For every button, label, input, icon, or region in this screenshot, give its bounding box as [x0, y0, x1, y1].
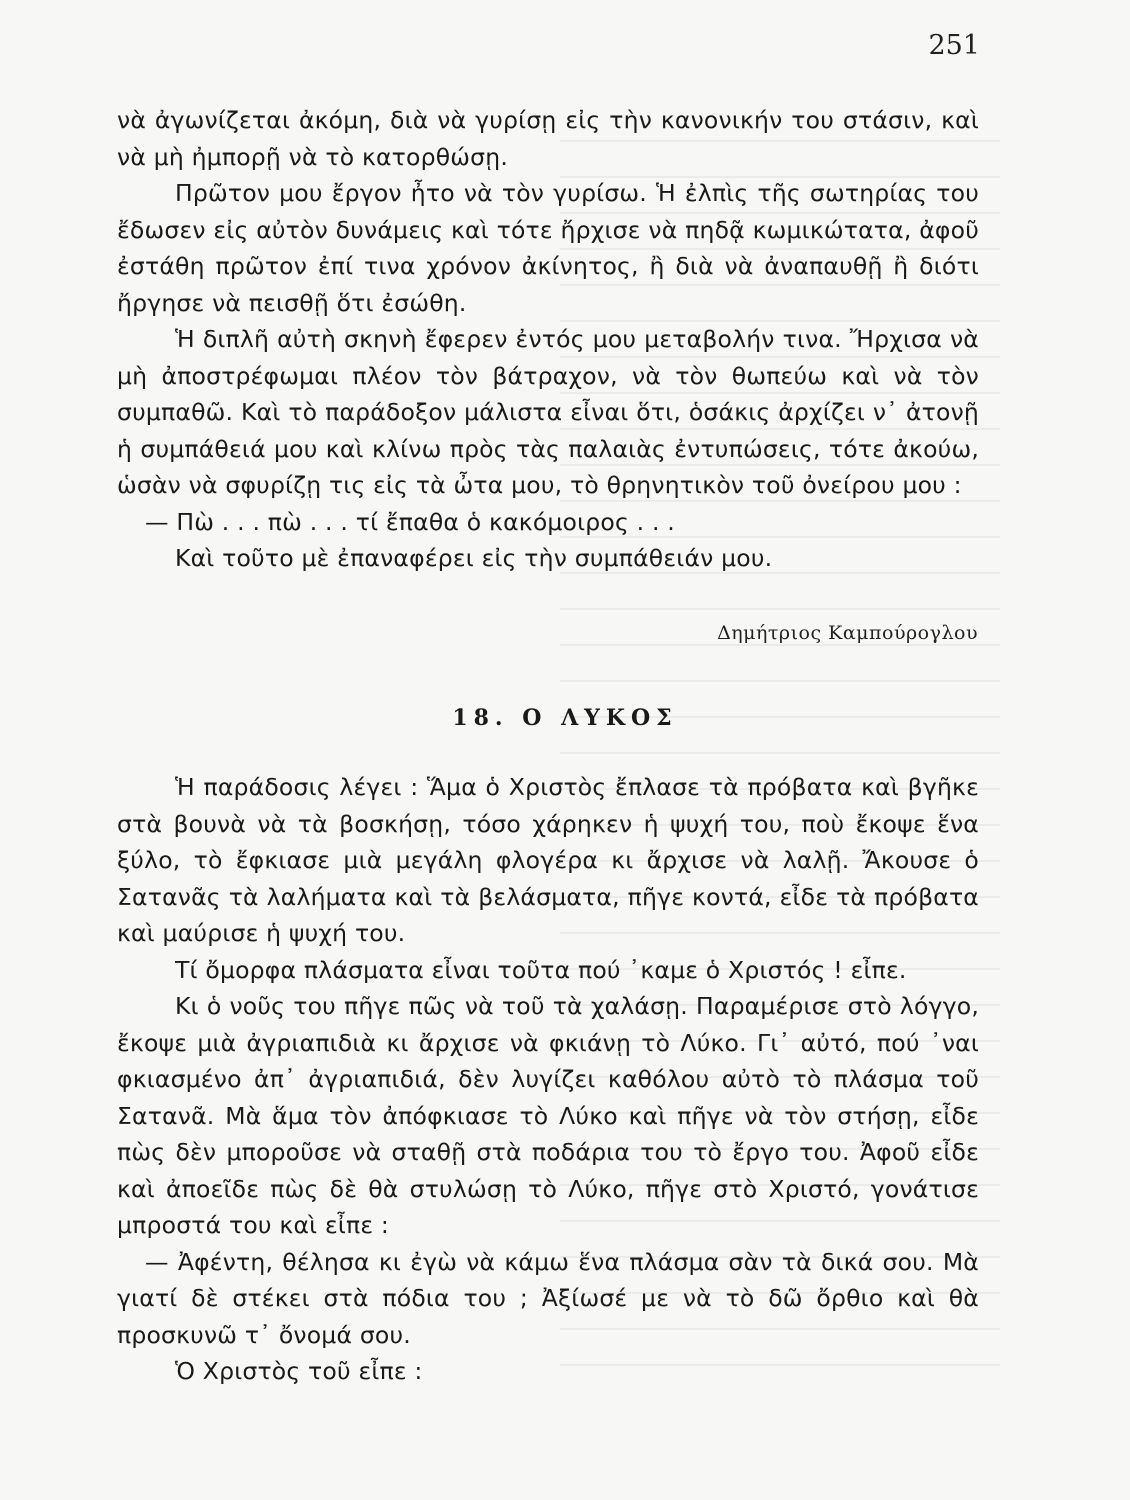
paragraph: Ἡ διπλῆ αὐτὴ σκηνὴ ἔφερεν ἐντός μου μεταβολήν τινα. Ἤρχισα νὰ μὴ ἀποστρέφωμαι πλέον τὸν βάτραχον, νὰ τὸν θωπεύω καὶ νὰ τὸν συμπαθῶ. Καὶ τὸ παράδοξον μάλιστα εἶναι ὅτι, ὁσάκις ἀρχίζει ν᾽ ἀτονῇ ἡ συμπάθειά μου καὶ κλίνω πρὸς τὰς παλαιὰς ἐντυπώσεις, τότε ἀκούω, ὡσὰν νὰ σφυρίζῃ τις εἰς τὰ ὦτα μου, τὸ θρηνητικὸν τοῦ ὀνείρου μου : — [117, 325, 979, 499]
story-ending-text — [117, 102, 979, 577]
paragraph: Κι ὁ νοῦς του πῆγε πῶς νὰ τοῦ τὰ χαλάσῃ. Παραμέρισε στὸ λόγγο, ἔκοψε μιὰ ἀγριαπιδιὰ κι ἄρχισε νὰ φκιάνῃ τὸ Λύκο. Γι᾽ αὐτό, πού ᾽ναι φκιασμένο ἀπ᾽ ἀγριαπιδιά, δὲν λυγίζει καθόλου αὐτὸ τὸ πλάσμα τοῦ Σατανᾶ. Μὰ ἅμα τὸν ἀπόφκιασε τὸ Λύκο καὶ πῆγε νὰ τὸν στήσῃ, εἶδε πὼς δὲν μποροῦσε νὰ σταθῇ στὰ ποδάρια του τὸ ἔργο του. Ἀφοῦ εἶδε καὶ ἀποεῖδε πὼς δὲ θὰ στυλώσῃ τὸ Λύκο, πῆγε στὸ Χριστό, γονάτισε μπροστά του καὶ εἶπε : — [117, 992, 979, 1239]
paragraph: Ἡ παράδοσις λέγει : Ἅμα ὁ Χριστὸς ἔπλασε τὰ πρόβατα καὶ βγῆκε στὰ βουνὰ νὰ τὰ βοσκήσῃ, τόσο χάρηκεν ἡ ψυχή του, ποὺ ἔκοψε ἕνα ξύλο, τὸ ἔφκιασε μιὰ μεγάλη φλογέρα κι ἄρχισε νὰ λαλῇ. Ἄκουσε ὁ Σατανᾶς τὰ λαλήματα καὶ τὰ βελάσματα, πῆγε κοντά, εἶδε τὰ πρόβατα καὶ μαύρισε ἡ ψυχή του. — [117, 773, 979, 947]
chapter-text — [117, 769, 979, 1390]
paragraph: Ὁ Χριστὸς τοῦ εἶπε : — [175, 1357, 423, 1385]
paragraph: Καὶ τοῦτο μὲ ἐπαναφέρει εἰς τὴν συμπάθειάν μου. — [175, 544, 773, 572]
paragraph: Πρῶτον μου ἔργον ἦτο νὰ τὸν γυρίσω. Ἡ ἐλπὶς τῆς σωτηρίας του ἔδωσεν εἰς αὐτὸν δυνάμεις καὶ τότε ἤρχισε νὰ πηδᾷ κωμικώτατα, ἀφοῦ ἐστάθη πρῶτον ἐπί τινα χρόνον ἀκίνητος, ἢ διὰ νὰ ἀναπαυθῇ ἢ διότι ἤργησε νὰ πεισθῇ ὅτι ἐσώθη. — [117, 179, 979, 317]
author-signature: Δημήτριος Καμπούρογλου — [717, 622, 978, 644]
paragraph-continuation: νὰ ἀγωνίζεται ἀκόμη, διὰ νὰ γυρίσῃ εἰς τὴν κανονικήν του στάσιν, καὶ νὰ μὴ ἠμπορῇ νὰ τὸ κατορθώσῃ. — [117, 106, 979, 171]
chapter-heading: 18. Ο ΛΥΚΟΣ — [452, 705, 678, 731]
paragraph: Τί ὄμορφα πλάσματα εἶναι τοῦτα πού ᾽καμε ὁ Χριστός ! εἶπε. — [175, 955, 907, 984]
dialogue-line: — Πὼ . . . πὼ . . . τί ἔπαθα ὁ κακόμοιρος . . . — [145, 507, 675, 536]
page-number: 251 — [928, 30, 980, 61]
dialogue-line: — Ἀφέντη, θέλησα κι ἐγὼ νὰ κάμω ἕνα πλάσμα σὰν τὰ δικά σου. Μὰ γιατί δὲ στέκει στὰ πόδια του ; Ἀξίωσέ με νὰ τὸ δῶ ὄρθιο καὶ θὰ προσκυνῶ τ᾽ ὄνομά σου. — [117, 1247, 979, 1349]
